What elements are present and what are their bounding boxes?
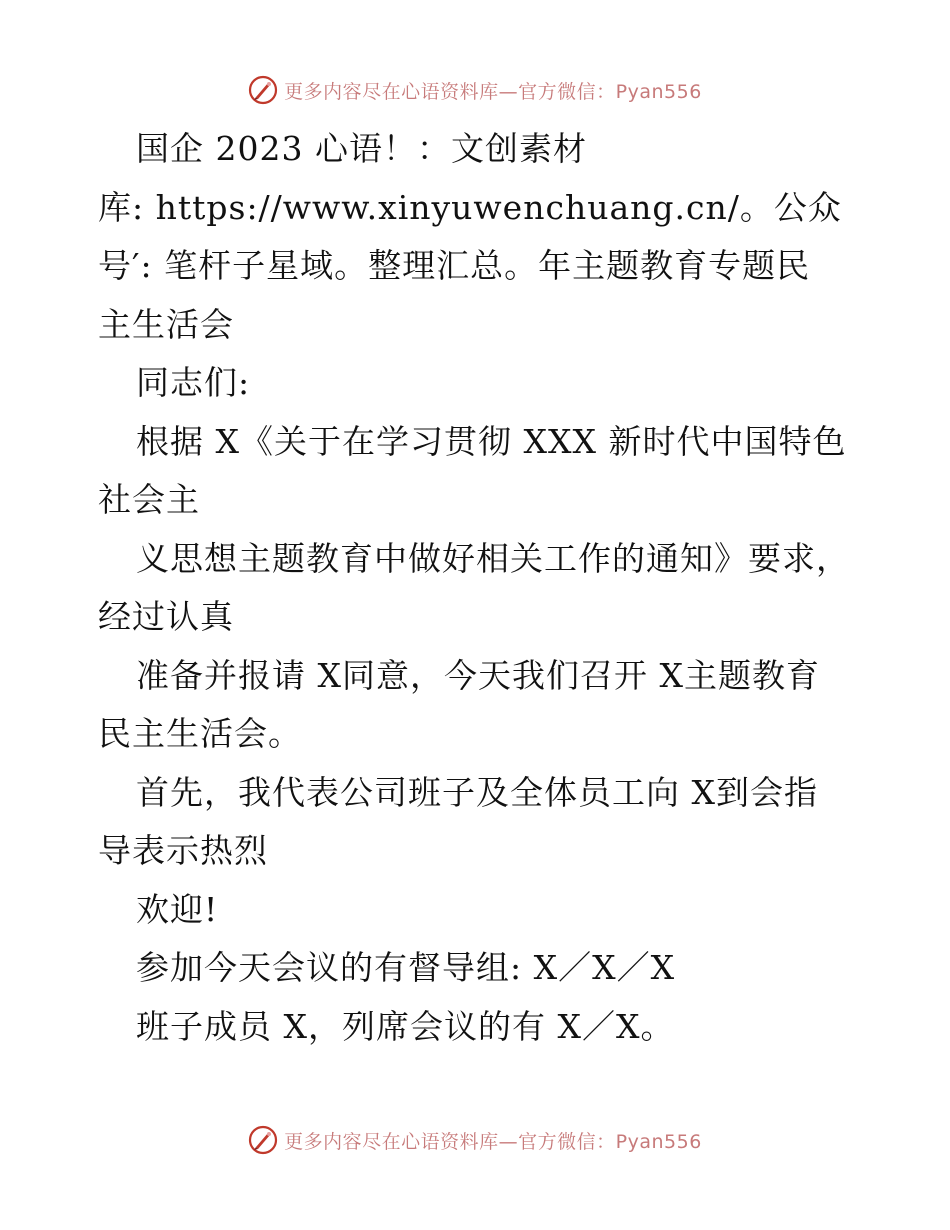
doc-line-2: 库: https://www.xinyuwenchuang.cn/。公众 [98,187,842,227]
doc-line-3: 号′: 笔杆子星域。整理汇总。年主题教育专题民 [98,246,811,285]
doc-line-15: 参加今天会议的有督导组: X／X／X [136,948,676,987]
doc-line-12: 首先，我代表公司班子及全体员工向 X到会指 [136,772,818,812]
watermark-text: 更多内容尽在心语资料库—官方微信：Pyan556 [284,80,702,103]
doc-line-14: 欢迎! [136,889,219,929]
doc-line-13: 导表示热烈 [98,831,268,870]
footer-watermark [0,1120,950,1160]
document-body [98,120,850,1056]
doc-line-1: 国企 2023 心语！：文创素材 [136,129,587,168]
quill-pen-logo-icon [248,75,278,105]
doc-line-8: 义思想主题教育中做好相关工作的通知》要求， [136,538,850,578]
doc-line-9: 经过认真 [98,597,234,636]
doc-line-4: 主生活会 [98,304,234,344]
doc-line-10: 准备并报请 X同意，今天我们召开 X主题教育 [136,655,820,695]
doc-line-11: 民主生活会。 [98,714,302,753]
doc-line-7: 社会主 [98,480,200,519]
doc-line-16: 班子成员 X，列席会议的有 X／X。 [136,1006,675,1046]
doc-line-6: 根据 X《关于在学习贯彻 XXX 新时代中国特色 [136,421,847,461]
header-watermark [0,70,950,110]
watermark-text: 更多内容尽在心语资料库—官方微信：Pyan556 [284,1130,702,1153]
quill-pen-logo-icon [248,1125,278,1155]
doc-line-5: 同志们: [136,363,251,402]
